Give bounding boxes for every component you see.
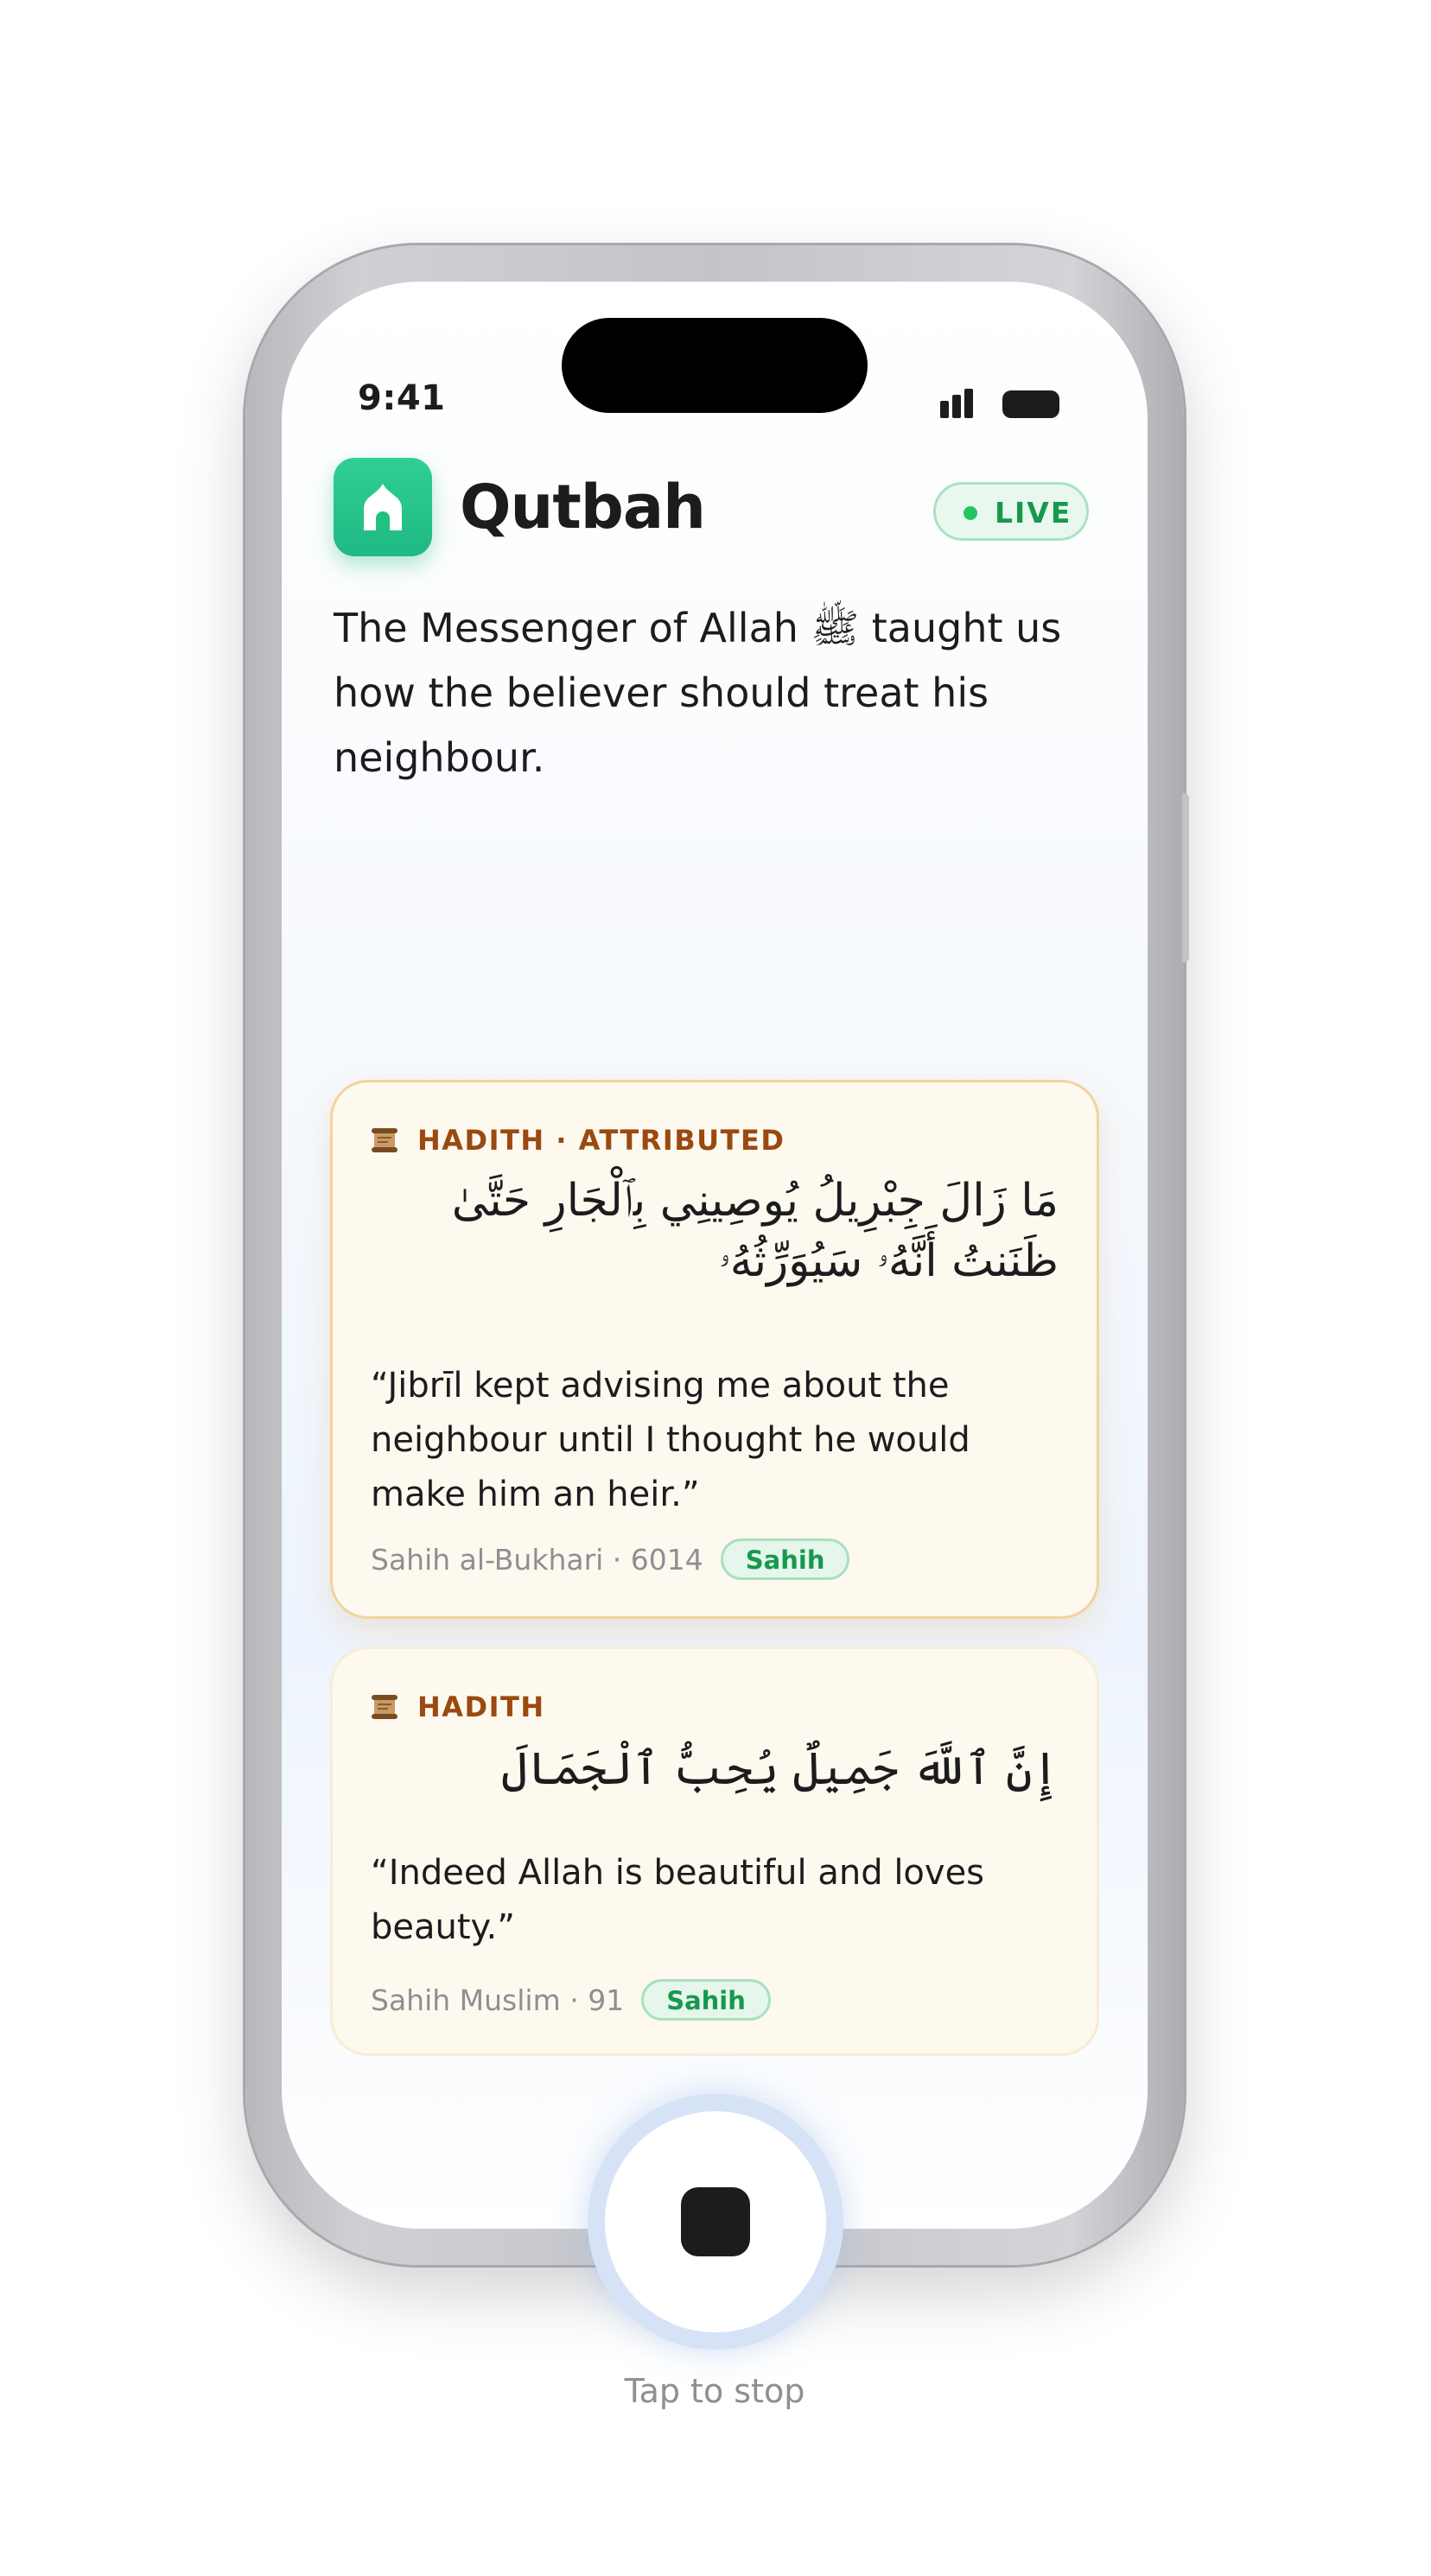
arabic-text: مَا زَالَ جِبْرِيلُ يُوصِينِي بِٱلْجَارِ حَتَّىٰ ظَنَنتُ أَنَّهُۥ سَيُوَرِّثُهُۥ (451, 1175, 1059, 1287)
stop-label: Tap to stop (624, 2372, 805, 2410)
source-reference: Sahih Muslim · 91 (371, 1983, 625, 2017)
record-ring (588, 2094, 843, 2350)
stop-icon (681, 2187, 750, 2256)
phone-frame (245, 245, 1184, 2410)
hadith-card[interactable] (330, 1646, 1099, 2056)
mosque-icon (334, 458, 432, 556)
translation-text: “Indeed Allah is beautiful and loves beauty.” (371, 1853, 985, 1947)
live-badge (933, 482, 1089, 541)
translation-text: “Jibrīl kept advising me about the neighbour until I thought he would make him an heir.” (371, 1366, 970, 1514)
arabic-text: إِنَّ ٱللَّهَ جَمِيلٌ يُحِبُّ ٱلْجَمَالَ (500, 1743, 1059, 1795)
side-button (1182, 793, 1189, 962)
status-time: 9:41 (358, 378, 446, 418)
hadith-card[interactable] (330, 1080, 1099, 1619)
card-label: HADITH (417, 1691, 545, 1723)
grade-badge: Sahih (641, 1979, 771, 2021)
live-dot-icon (964, 506, 977, 520)
signal-icon (940, 389, 975, 418)
transcript-text: The Messenger of Allah ﷺ taught us how the believer should treat his neighbour. (334, 605, 1062, 781)
source-row (371, 1537, 849, 1582)
source-reference: Sahih al-Bukhari · 6014 (371, 1542, 703, 1577)
grade-badge: Sahih (721, 1539, 850, 1580)
dynamic-island (562, 318, 868, 413)
battery-icon (1002, 390, 1059, 418)
stop-button[interactable] (605, 2111, 826, 2332)
app-title: Qutbah (460, 472, 705, 542)
scroll-icon (371, 1127, 398, 1153)
live-label: LIVE (995, 496, 1072, 530)
phone-screen (282, 282, 1148, 2410)
scroll-icon (371, 1694, 398, 1720)
card-label: HADITH · ATTRIBUTED (417, 1124, 785, 1157)
source-row (371, 1977, 771, 2022)
